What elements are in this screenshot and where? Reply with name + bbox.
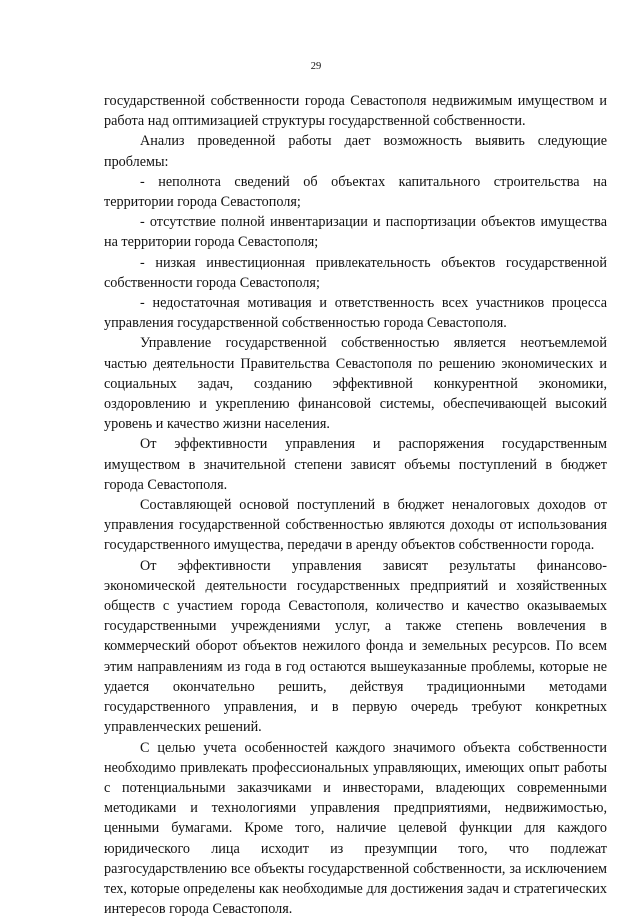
paragraph-budget: От эффективности управления и распоряжения государственным имуществом в значительной степени зависят объемы поступлений в бюджет города Севастополя. — [104, 434, 607, 495]
paragraph-management: Управление государственной собственностью является неотъемлемой частью деятельности Правительства Севастополя по решению экономических и социальных задач, созданию эффективной конкурентной экономики, оздоровлению и укреплению финансовой системы, обеспечивающей высокий уровень и качество жизни населения. — [104, 333, 607, 434]
paragraph-managers: С целью учета особенностей каждого значимого объекта собственности необходимо привлекать профессиональных управляющих, имеющих опыт работы с потенциальными заказчиками и инвесторами, владеющих современными методиками и технологиями управления предприятиями, недвижимостью, ценными бумагами. Кроме того, наличие целевой функции для каждого юридического лица исходит из презумпции того, что подлежат разгосударствлению все объекты государственной собственности, за исключением тех, которые определены как необходимые для достижения задач и стратегических интересов города Севастополя. — [104, 738, 607, 919]
paragraph-analysis-intro: Анализ проведенной работы дает возможность выявить следующие проблемы: — [104, 131, 607, 171]
paragraph-revenue: Составляющей основой поступлений в бюджет неналоговых доходов от управления государственной собственностью являются доходы от использования государственного имущества, передачи в аренду объектов собственности города. — [104, 495, 607, 556]
paragraph-efficiency: От эффективности управления зависят результаты финансово-экономической деятельности государственных предприятий и хозяйственных обществ с участием города Севастополя, количество и качество оказываемых государственными учреждениями услуг, а также степень вовлечения в коммерческий оборот объектов нежилого фонда и земельных ресурсов. По всем этим направлениям из года в год остаются вышеуказанные проблемы, которые не удается окончательно решить, действуя традиционными методами государственного управления, и в первую очередь требуют конкретных управленческих решений. — [104, 556, 607, 738]
problem-item-3: - низкая инвестиционная привлекательность объектов государственной собственности города Севастополя; — [104, 253, 607, 293]
problem-item-1: - неполнота сведений об объектах капитального строительства на территории города Севастополя; — [104, 172, 607, 212]
paragraph-continuation: государственной собственности города Севастополя недвижимым имуществом и работа над оптимизацией структуры государственной собственности. — [104, 91, 607, 131]
page-number: 29 — [0, 61, 632, 73]
document-body — [104, 91, 607, 919]
problem-item-4: - недостаточная мотивация и ответственность всех участников процесса управления государственной собственностью города Севастополя. — [104, 293, 607, 333]
problem-item-2: - отсутствие полной инвентаризации и паспортизации объектов имущества на территории города Севастополя; — [104, 212, 607, 252]
